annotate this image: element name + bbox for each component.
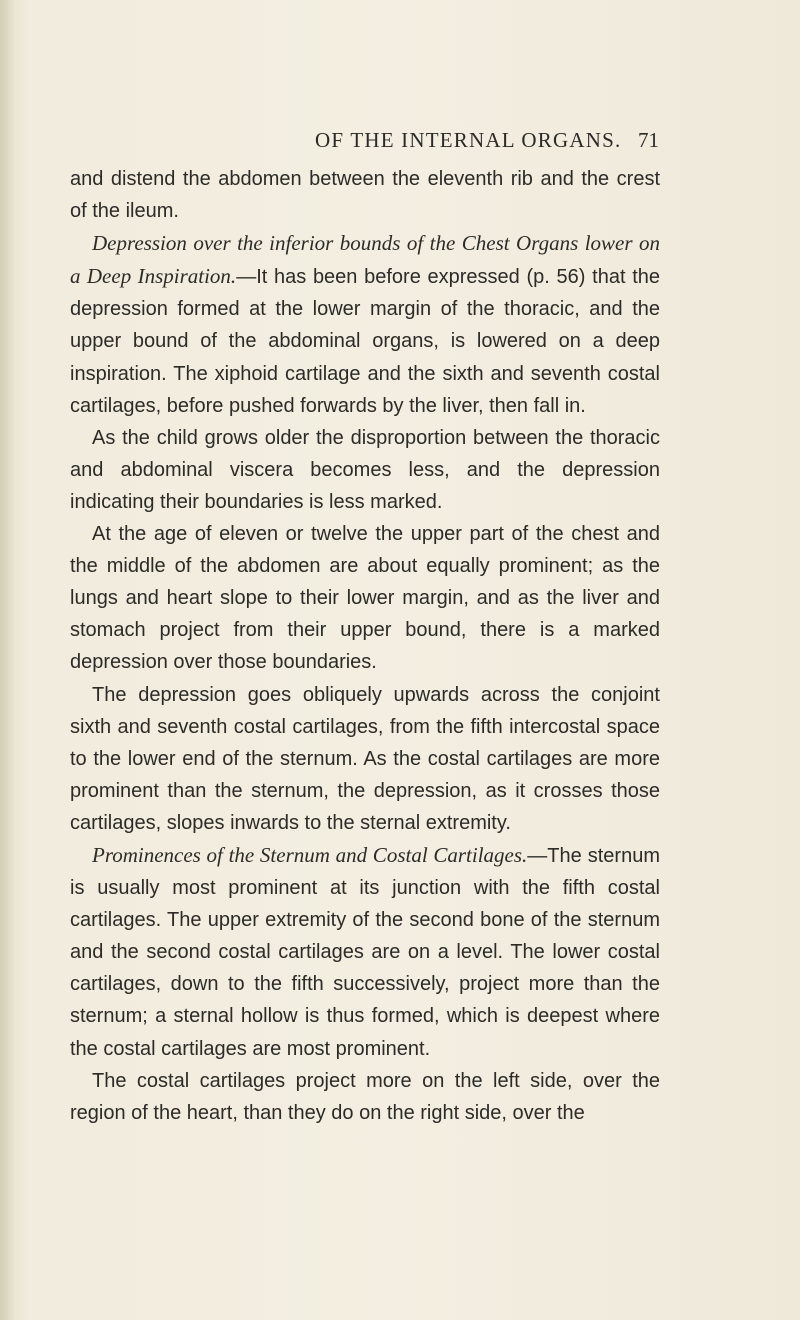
section-heading-prominences: Prominences of the Sternum and Costal Cartilages. (92, 842, 528, 867)
paragraph-text: At the age of eleven or twelve the upper part of the chest and the middle of the abdomen are about equally prominent; as the lungs and heart slope to their lower margin, and as the liver and stomach project from their upper bound, there is a marked depression over those boundaries. (70, 523, 660, 674)
section-heading-depression: Depression over the inferior bounds of the Chest Organs lower on a Deep Inspiration. (70, 231, 660, 289)
running-head (0, 128, 800, 158)
page-number: 71 (638, 128, 659, 152)
body-text (70, 163, 660, 1129)
paragraph-text: The depression goes obliquely upwards across the conjoint sixth and seventh costal cartilages, from the fifth intercostal space to the lower end of the sternum. As the costal cartilages are more prominent than the sternum, the depression, as it crosses those cartilages, slopes inwards to the sternal extremity. (70, 683, 660, 834)
paragraph-text: and distend the abdomen between the eleventh rib and the crest of the ileum. (70, 168, 660, 223)
paragraph-text: As the child grows older the disproportion between the thoracic and abdominal viscera becomes less, and the depression indicating their boundaries is less marked. (70, 426, 660, 513)
paragraph-child-grows (70, 422, 660, 518)
paragraph-text: —It has been before expressed (p. 56) that the depression formed at the lower margin of the thoracic, and the upper bound of the abdominal organs, is lowered on a deep inspiration. The xiphoid cartilage and the sixth and seventh costal cartilages, before pushed forwards by the liver, then fall in. (70, 266, 660, 417)
paragraph-text: —The sternum is usually most prominent at its junction with the fifth costal cartilages. The upper extremity of the second bone of the sternum and the second costal cartilages are on a level. The lower costal cartilages, down to the fifth successively, project more than the sternum; a sternal hollow is thus formed, which is deepest where the costal cartilages are most prominent. (70, 844, 660, 1060)
paragraph-depression (70, 227, 660, 422)
page-gutter (0, 0, 14, 1320)
paragraph-oblique-depression (70, 679, 660, 839)
paragraph-text: The costal cartilages project more on the left side, over the region of the heart, than they do on the right side, over the (70, 1069, 660, 1124)
paragraph-age-eleven (70, 518, 660, 678)
paragraph-prominences (70, 839, 660, 1065)
paragraph-left-side (70, 1065, 660, 1129)
running-title: OF THE INTERNAL ORGANS. (315, 128, 622, 152)
paragraph-continuation (70, 163, 660, 227)
